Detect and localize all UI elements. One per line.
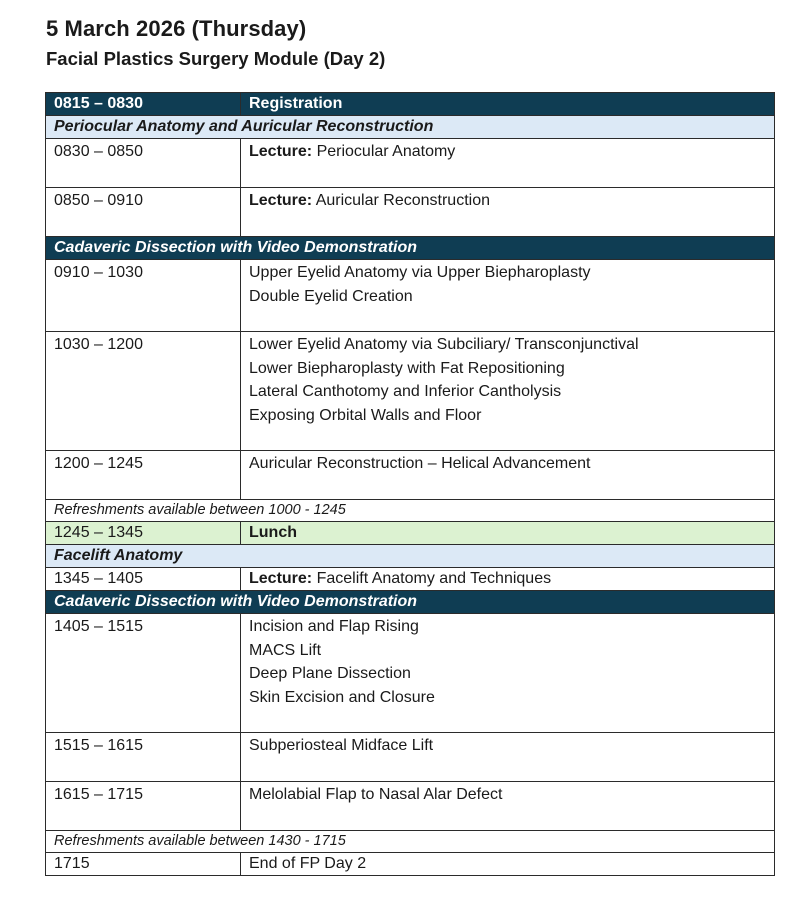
activity-cell: Auricular Reconstruction – Helical Advancement bbox=[241, 451, 775, 500]
time-cell: 0910 – 1030 bbox=[46, 260, 241, 332]
table-row bbox=[46, 568, 775, 591]
time-cell: 1200 – 1245 bbox=[46, 451, 241, 500]
time-cell: 1030 – 1200 bbox=[46, 332, 241, 451]
activity-cell: Lunch bbox=[241, 522, 775, 545]
table-row bbox=[46, 782, 775, 831]
refreshments-note: Refreshments available between 1430 - 1715 bbox=[46, 831, 775, 853]
activity-cell bbox=[241, 568, 775, 591]
activity-line: Lateral Canthotomy and Inferior Cantholysis bbox=[249, 383, 562, 400]
activity-cell: Registration bbox=[241, 93, 775, 116]
activity-line: Exposing Orbital Walls and Floor bbox=[249, 406, 482, 424]
activity-line: Upper Eyelid Anatomy via Upper Biepharoplasty bbox=[249, 264, 591, 281]
table-row bbox=[46, 451, 775, 500]
activity-cell bbox=[241, 614, 775, 733]
table-row bbox=[46, 139, 775, 188]
refreshments-note-row bbox=[46, 831, 775, 853]
lecture-title: Facelift Anatomy and Techniques bbox=[312, 570, 552, 587]
refreshments-note-row bbox=[46, 500, 775, 522]
section-header-cadaveric-2 bbox=[46, 591, 775, 614]
refreshments-note: Refreshments available between 1000 - 1245 bbox=[46, 500, 775, 522]
section-header-periocular bbox=[46, 116, 775, 139]
page-title: 5 March 2026 (Thursday) bbox=[46, 16, 307, 41]
section-header-cadaveric-1 bbox=[46, 237, 775, 260]
lecture-title: Auricular Reconstruction bbox=[312, 192, 490, 209]
time-cell: 1515 – 1615 bbox=[46, 733, 241, 782]
module-subtitle: Facial Plastics Surgery Module (Day 2) bbox=[46, 48, 386, 69]
time-cell: 1345 – 1405 bbox=[46, 568, 241, 591]
table-row bbox=[46, 332, 775, 451]
section-title: Periocular Anatomy and Auricular Reconstruction bbox=[46, 116, 775, 139]
table-row-lunch bbox=[46, 522, 775, 545]
lecture-label: Lecture: bbox=[249, 570, 313, 587]
time-cell: 1715 bbox=[46, 853, 241, 876]
time-cell: 0850 – 0910 bbox=[46, 188, 241, 237]
activity-cell bbox=[241, 260, 775, 332]
activity-cell bbox=[241, 188, 775, 237]
section-title: Cadaveric Dissection with Video Demonstration bbox=[46, 237, 775, 260]
time-cell: 1615 – 1715 bbox=[46, 782, 241, 831]
schedule-table bbox=[45, 92, 775, 876]
table-row-registration bbox=[46, 93, 775, 116]
activity-cell bbox=[241, 139, 775, 188]
time-cell: 0830 – 0850 bbox=[46, 139, 241, 188]
lecture-label: Lecture: bbox=[249, 192, 313, 209]
table-row-end bbox=[46, 853, 775, 876]
activity-line: Skin Excision and Closure bbox=[249, 688, 435, 706]
lecture-title: Periocular Anatomy bbox=[312, 143, 456, 160]
activity-line: Lower Eyelid Anatomy via Subciliary/ Transconjunctival bbox=[249, 336, 639, 353]
table-row bbox=[46, 614, 775, 733]
activity-line: Lower Biepharoplasty with Fat Repositioning bbox=[249, 359, 565, 377]
time-cell: 0815 – 0830 bbox=[46, 93, 241, 116]
activity-cell: Melolabial Flap to Nasal Alar Defect bbox=[241, 782, 775, 831]
time-cell: 1245 – 1345 bbox=[46, 522, 241, 545]
table-row bbox=[46, 733, 775, 782]
activity-cell bbox=[241, 332, 775, 451]
section-title: Facelift Anatomy bbox=[46, 545, 775, 568]
lecture-label: Lecture: bbox=[249, 143, 313, 160]
activity-line: Deep Plane Dissection bbox=[249, 665, 411, 682]
table-row bbox=[46, 188, 775, 237]
section-header-facelift bbox=[46, 545, 775, 568]
activity-cell: Subperiosteal Midface Lift bbox=[241, 733, 775, 782]
activity-line: Incision and Flap Rising bbox=[249, 618, 419, 635]
activity-cell: End of FP Day 2 bbox=[241, 853, 775, 876]
section-title: Cadaveric Dissection with Video Demonstration bbox=[46, 591, 775, 614]
time-cell: 1405 – 1515 bbox=[46, 614, 241, 733]
table-row bbox=[46, 260, 775, 332]
activity-line: MACS Lift bbox=[249, 641, 322, 659]
activity-line: Double Eyelid Creation bbox=[249, 287, 413, 305]
